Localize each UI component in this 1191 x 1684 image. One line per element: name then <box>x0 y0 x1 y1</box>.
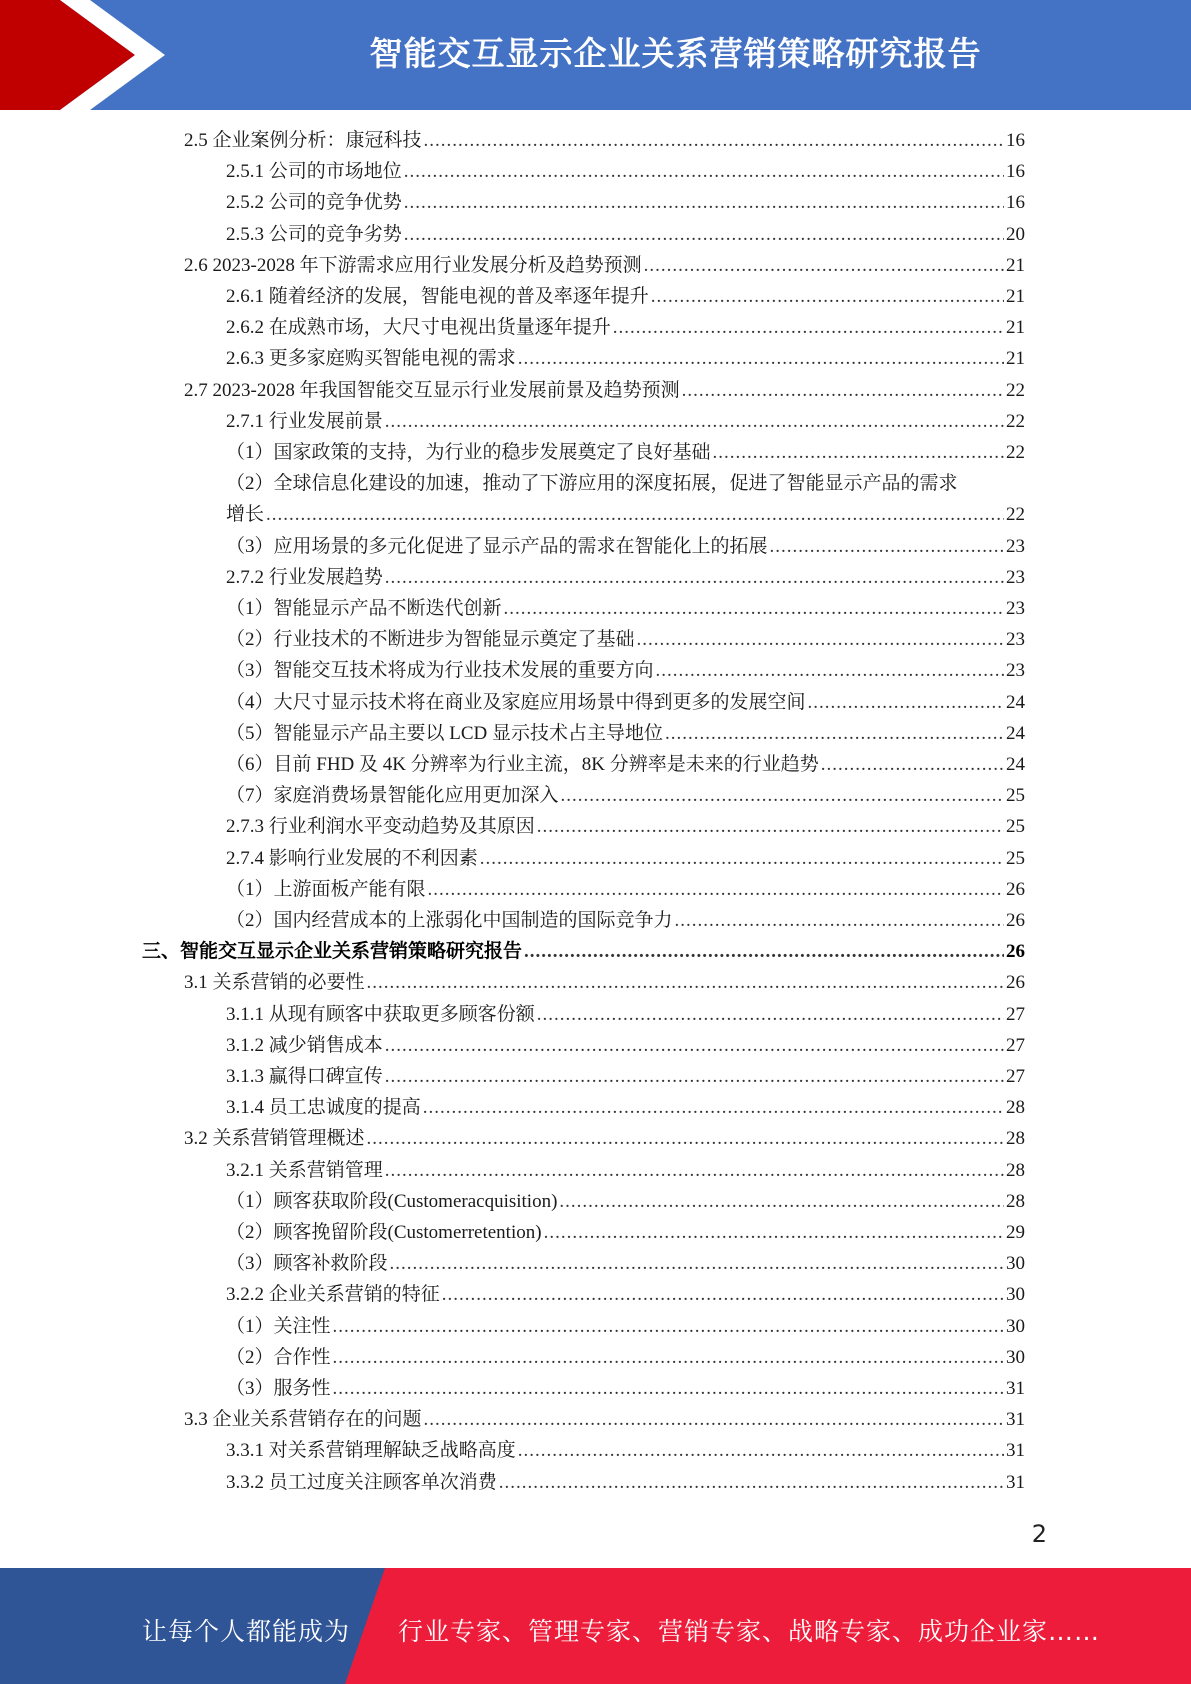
toc-entry[interactable] <box>226 624 1025 655</box>
toc-entry-label: 2.6.3 更多家庭购买智能电视的需求 <box>226 348 516 369</box>
toc-entry-page: 26 <box>1006 910 1025 931</box>
toc-dot-leader <box>367 967 1004 998</box>
toc-entry-page: 23 <box>1006 598 1025 619</box>
toc-entry[interactable] <box>226 999 1025 1030</box>
page-header <box>0 0 1191 110</box>
toc-entry-page: 30 <box>1006 1253 1025 1274</box>
toc-entry[interactable] <box>142 936 1025 967</box>
toc-entry-label: （7）家庭消费场景智能化应用更加深入 <box>226 785 559 806</box>
toc-dot-leader <box>424 1404 1004 1435</box>
toc-entry-page: 25 <box>1006 848 1025 869</box>
toc-dot-leader <box>424 125 1004 156</box>
toc-entry-label: （2）合作性 <box>226 1347 331 1368</box>
toc-dot-leader <box>404 187 1004 218</box>
toc-entry[interactable] <box>226 1342 1025 1373</box>
toc-entry[interactable] <box>226 843 1025 874</box>
toc-entry-page: 26 <box>1006 941 1025 962</box>
toc-entry-page: 26 <box>1006 879 1025 900</box>
toc-dot-leader <box>385 1030 1004 1061</box>
toc-entry-label: （3）顾客补救阶段 <box>226 1253 388 1274</box>
toc-dot-leader <box>428 874 1004 905</box>
toc-entry-page: 29 <box>1006 1222 1025 1243</box>
toc-entry-label: 2.7.4 影响行业发展的不利因素 <box>226 848 478 869</box>
toc-entry-label: （1）国家政策的支持，为行业的稳步发展奠定了良好基础 <box>226 442 711 463</box>
toc-entry-label: （1）顾客获取阶段(Customeracquisition) <box>226 1191 558 1212</box>
toc-entry[interactable] <box>226 499 1025 530</box>
toc-entry-label: 2.7.1 行业发展前景 <box>226 411 383 432</box>
toc-dot-leader <box>333 1311 1004 1342</box>
toc-dot-leader <box>385 1155 1004 1186</box>
toc-dot-leader <box>385 562 1004 593</box>
toc-dot-leader <box>518 343 1004 374</box>
toc-dot-leader <box>367 1123 1004 1154</box>
toc-entry-label: 3.1.3 赢得口碑宣传 <box>226 1066 383 1087</box>
toc-entry-label: （3）智能交互技术将成为行业技术发展的重要方向 <box>226 660 654 681</box>
toc-entry[interactable] <box>226 1155 1025 1186</box>
toc-entry[interactable] <box>226 1467 1025 1498</box>
toc-entry-page: 28 <box>1006 1097 1025 1118</box>
toc-dot-leader <box>537 999 1004 1030</box>
toc-entry[interactable] <box>226 1311 1025 1342</box>
toc-entry-page: 23 <box>1006 536 1025 557</box>
toc-dot-leader <box>559 1186 1004 1217</box>
toc-dot-leader <box>821 749 1004 780</box>
toc-entry[interactable] <box>226 874 1025 905</box>
toc-entry-label: 3.3 企业关系营销存在的问题 <box>184 1409 422 1430</box>
toc-entry-label: 3.2.2 企业关系营销的特征 <box>226 1284 440 1305</box>
toc-entry-label: （1）智能显示产品不断迭代创新 <box>226 598 502 619</box>
toc-entry[interactable] <box>226 1373 1025 1404</box>
footer-slogan-right: 行业专家、管理专家、营销专家、战略专家、成功企业家…… <box>398 1617 1101 1646</box>
toc-entry-page: 31 <box>1006 1440 1025 1461</box>
toc-entry[interactable] <box>226 780 1025 811</box>
toc-entry-label: （2）国内经营成本的上涨弱化中国制造的国际竞争力 <box>226 910 673 931</box>
toc-entry-page: 21 <box>1006 286 1025 307</box>
report-title: 智能交互显示企业关系营销策略研究报告 <box>369 34 982 73</box>
toc-entry-label: 2.6.2 在成熟市场，大尺寸电视出货量逐年提升 <box>226 317 611 338</box>
toc-entry-page: 31 <box>1006 1409 1025 1430</box>
toc-entry[interactable] <box>226 406 1025 437</box>
toc-dot-leader <box>404 219 1004 250</box>
toc-entry[interactable] <box>226 718 1025 749</box>
toc-dot-leader <box>266 499 1004 530</box>
toc-entry[interactable] <box>226 219 1025 250</box>
toc-entry[interactable] <box>226 1435 1025 1466</box>
toc-entry-page: 26 <box>1006 972 1025 993</box>
toc-dot-leader <box>423 1092 1004 1123</box>
toc-dot-leader <box>544 1217 1004 1248</box>
toc-entry[interactable] <box>226 1030 1025 1061</box>
toc-entry[interactable] <box>226 1186 1025 1217</box>
toc-dot-leader <box>442 1279 1004 1310</box>
page-footer <box>0 1568 1191 1684</box>
toc-entry[interactable] <box>226 687 1025 718</box>
toc-dot-leader <box>385 1061 1004 1092</box>
toc-dot-leader <box>770 531 1004 562</box>
toc-entry[interactable] <box>184 125 1025 156</box>
toc-entry-label: 2.5.1 公司的市场地位 <box>226 161 402 182</box>
toc-entry-label: 2.7.3 行业利润水平变动趋势及其原因 <box>226 816 535 837</box>
toc-entry-label: （2）顾客挽留阶段(Customerretention) <box>226 1222 542 1243</box>
toc-dot-leader <box>651 281 1004 312</box>
toc-entry-page: 22 <box>1006 504 1025 525</box>
toc-entry-page: 28 <box>1006 1128 1025 1149</box>
toc-entry-page: 16 <box>1006 130 1025 151</box>
toc-entry-page: 21 <box>1006 348 1025 369</box>
toc-entry[interactable] <box>226 811 1025 842</box>
toc-entry-page: 31 <box>1006 1378 1025 1399</box>
toc-entry-label: （2）行业技术的不断进步为智能显示奠定了基础 <box>226 629 635 650</box>
toc-entry[interactable] <box>226 312 1025 343</box>
toc-entry[interactable] <box>184 375 1025 406</box>
toc-entry-label: 2.5 企业案例分析：康冠科技 <box>184 130 422 151</box>
toc-entry-page: 22 <box>1006 380 1025 401</box>
toc-entry[interactable] <box>226 1092 1025 1123</box>
toc-entry-page: 24 <box>1006 723 1025 744</box>
toc-entry-page: 27 <box>1006 1066 1025 1087</box>
toc-dot-leader <box>333 1373 1004 1404</box>
toc-entry-page: 22 <box>1006 442 1025 463</box>
toc-entry[interactable] <box>226 531 1025 562</box>
toc-dot-leader <box>504 593 1004 624</box>
toc-entry-label: 3.1.4 员工忠诚度的提高 <box>226 1097 421 1118</box>
toc-entry[interactable] <box>226 187 1025 218</box>
toc-dot-leader <box>499 1467 1004 1498</box>
toc-entry[interactable] <box>226 343 1025 374</box>
toc-dot-leader <box>637 624 1004 655</box>
toc-dot-leader <box>561 780 1004 811</box>
toc-entry[interactable] <box>226 1217 1025 1248</box>
toc-entry[interactable] <box>226 655 1025 686</box>
toc-entry-label: （1）关注性 <box>226 1316 331 1337</box>
toc-dot-leader <box>333 1342 1004 1373</box>
toc-entry[interactable] <box>184 250 1025 281</box>
toc-dot-leader <box>613 312 1004 343</box>
toc-entry[interactable] <box>226 1279 1025 1310</box>
toc-entry[interactable] <box>226 749 1025 780</box>
toc-entry-label: 3.1 关系营销的必要性 <box>184 972 365 993</box>
toc-dot-leader <box>713 437 1004 468</box>
toc-entry-label: 3.1.1 从现有顾客中获取更多顾客份额 <box>226 1004 535 1025</box>
toc-entry[interactable] <box>184 1404 1025 1435</box>
footer-slogan-left: 让每个人都能成为 <box>142 1617 351 1646</box>
toc-entry-label: 增长 <box>226 504 265 525</box>
toc-entry-label: 3.3.1 对关系营销理解缺乏战略高度 <box>226 1440 516 1461</box>
toc-dot-leader <box>675 905 1004 936</box>
toc-entry-page: 27 <box>1006 1004 1025 1025</box>
toc-entry-page: 28 <box>1006 1191 1025 1212</box>
toc-entry-page: 24 <box>1006 692 1025 713</box>
toc-entry-label: （1）上游面板产能有限 <box>226 879 426 900</box>
toc-entry[interactable] <box>184 1123 1025 1154</box>
toc-entry-page: 30 <box>1006 1284 1025 1305</box>
toc-entry[interactable] <box>226 905 1025 936</box>
toc-entry-label: 2.6.1 随着经济的发展，智能电视的普及率逐年提升 <box>226 286 649 307</box>
toc-entry[interactable] <box>226 437 1025 468</box>
toc-entry-page: 30 <box>1006 1316 1025 1337</box>
toc-entry-label: （4）大尺寸显示技术将在商业及家庭应用场景中得到更多的发展空间 <box>226 692 806 713</box>
toc-entry-page: 25 <box>1006 816 1025 837</box>
toc-entry-page: 16 <box>1006 161 1025 182</box>
toc-dot-leader <box>480 843 1004 874</box>
toc-entry-label: 2.7 2023-2028 年我国智能交互显示行业发展前景及趋势预测 <box>184 380 680 401</box>
toc-dot-leader <box>518 1435 1004 1466</box>
toc-dot-leader <box>644 250 1004 281</box>
toc-entry-page: 28 <box>1006 1160 1025 1181</box>
toc-entry-page: 21 <box>1006 317 1025 338</box>
toc-entry-label: 2.5.2 公司的竞争优势 <box>226 192 402 213</box>
toc-entry-page: 23 <box>1006 629 1025 650</box>
toc-entry[interactable] <box>226 1061 1025 1092</box>
toc-dot-leader <box>656 655 1004 686</box>
toc-dot-leader <box>808 687 1004 718</box>
toc-entry-label: 3.2 关系营销管理概述 <box>184 1128 365 1149</box>
toc-entry-page: 30 <box>1006 1347 1025 1368</box>
toc-entry-label: 3.1.2 减少销售成本 <box>226 1035 383 1056</box>
toc-entry-page: 21 <box>1006 255 1025 276</box>
toc-entry-page: 23 <box>1006 567 1025 588</box>
toc-entry-page: 27 <box>1006 1035 1025 1056</box>
toc-entry-page: 23 <box>1006 660 1025 681</box>
page-number: 2 <box>1031 1520 1047 1548</box>
toc-entry-label: （5）智能显示产品主要以 LCD 显示技术占主导地位 <box>226 723 664 744</box>
toc-entry[interactable] <box>226 562 1025 593</box>
toc-entry-page: 31 <box>1006 1472 1025 1493</box>
toc-entry-label: （3）服务性 <box>226 1378 331 1399</box>
toc-dot-leader <box>390 1248 1004 1279</box>
toc-entry[interactable] <box>226 593 1025 624</box>
toc-dot-leader <box>385 406 1004 437</box>
toc-entry-label: 3.2.1 关系营销管理 <box>226 1160 383 1181</box>
toc-dot-leader <box>665 718 1004 749</box>
toc-dot-leader <box>537 811 1004 842</box>
toc-dot-leader <box>682 375 1004 406</box>
toc-entry-label: 2.5.3 公司的竞争劣势 <box>226 224 402 245</box>
toc-entry-label: 2.7.2 行业发展趋势 <box>226 567 383 588</box>
toc-entry[interactable] <box>184 967 1025 998</box>
toc-entry[interactable] <box>226 1248 1025 1279</box>
toc-entry-label: （3）应用场景的多元化促进了显示产品的需求在智能化上的拓展 <box>226 536 768 557</box>
toc-entry-page: 20 <box>1006 224 1025 245</box>
toc-entry[interactable] <box>226 156 1025 187</box>
toc-dot-leader <box>524 936 1004 967</box>
toc-entry-page: 16 <box>1006 192 1025 213</box>
toc-entry[interactable]: （2）全球信息化建设的加速，推动了下游应用的深度拓展，促进了智能显示产品的需求 <box>226 473 958 494</box>
toc-dot-leader <box>404 156 1004 187</box>
toc-entry[interactable] <box>226 281 1025 312</box>
toc-entry-label: （6）目前 FHD 及 4K 分辨率为行业主流，8K 分辨率是未来的行业趋势 <box>226 754 819 775</box>
toc-entry-label: 2.6 2023-2028 年下游需求应用行业发展分析及趋势预测 <box>184 255 642 276</box>
toc-entry-label: 三、智能交互显示企业关系营销策略研究报告 <box>142 941 523 962</box>
toc-entry-page: 24 <box>1006 754 1025 775</box>
toc-entry-page: 25 <box>1006 785 1025 806</box>
toc-entry-page: 22 <box>1006 411 1025 432</box>
toc-entry-label: 3.3.2 员工过度关注顾客单次消费 <box>226 1472 497 1493</box>
